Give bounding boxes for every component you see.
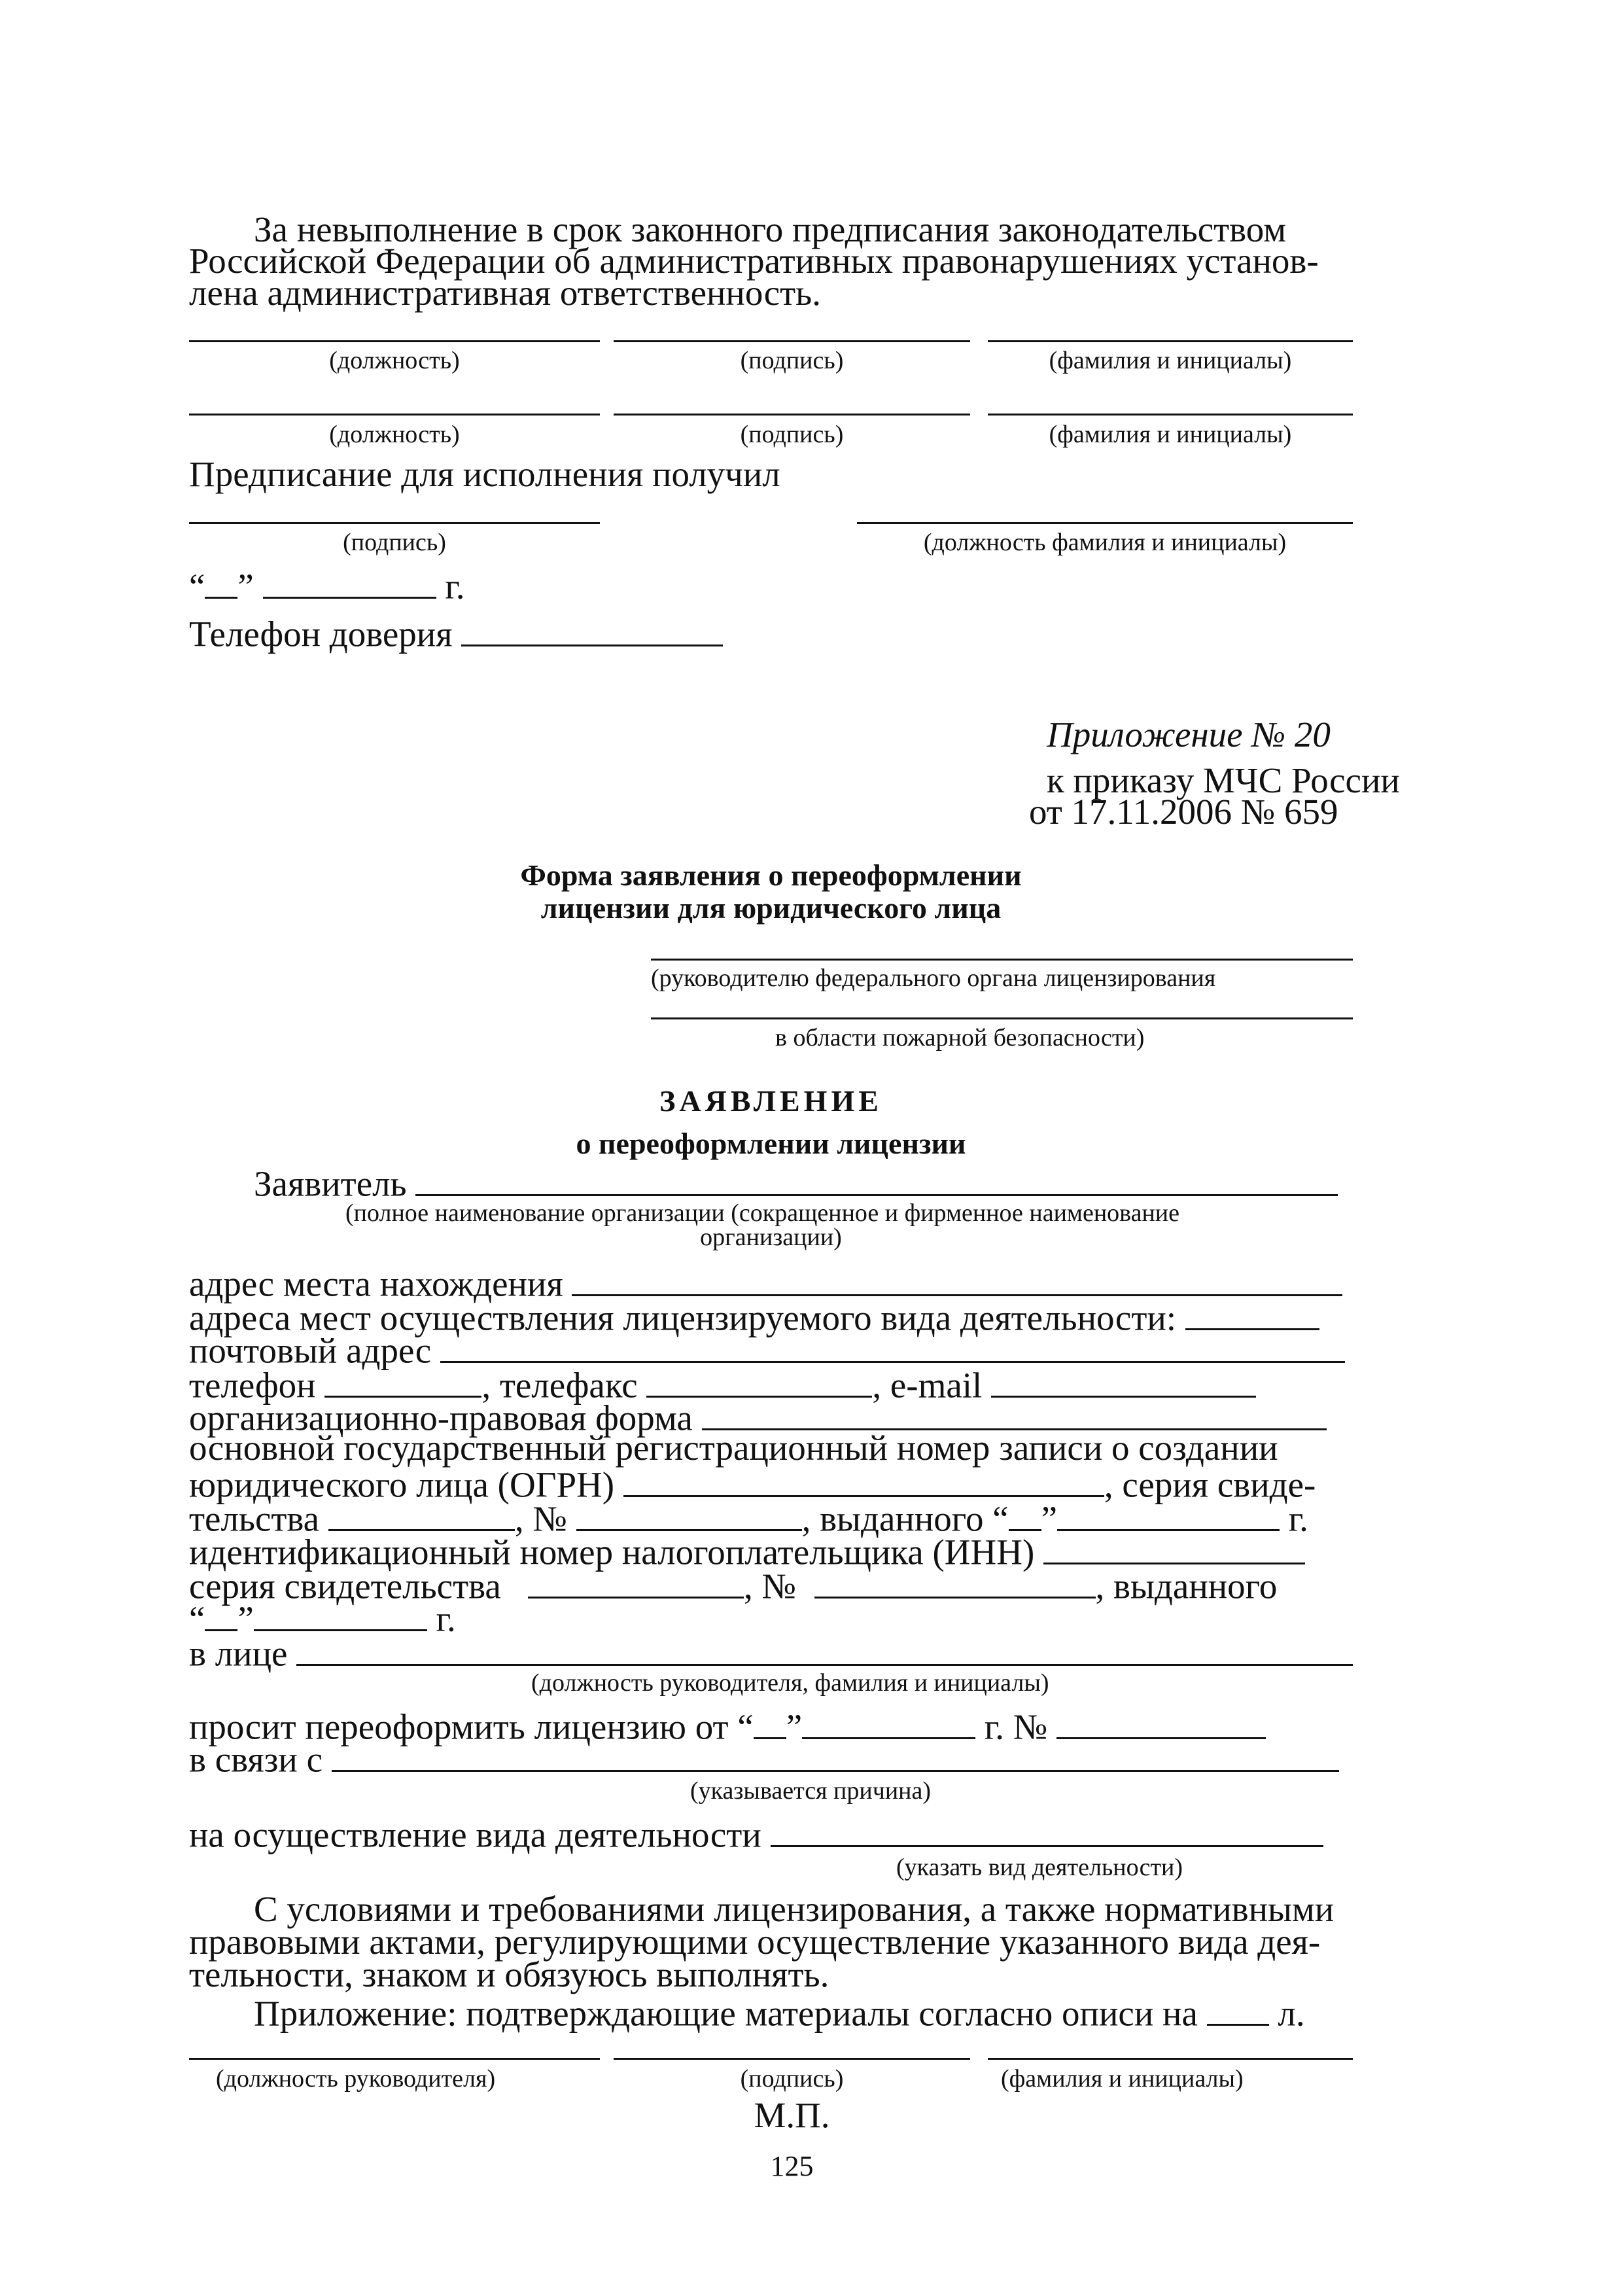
intro-line-2: Российской Федерации об административных правонарушениях установ- <box>189 241 1319 281</box>
inn-line-3: “ ” г. <box>189 1597 456 1637</box>
reason-field: в связи с <box>189 1737 1339 1778</box>
request-field: просит переоформить лицензию от “ ” г. № <box>189 1704 1266 1745</box>
addressee-caption-2: в области пожарной безопасности) <box>775 1024 1145 1051</box>
form-title-line-1: Форма заявления о переоформлении <box>520 858 1022 892</box>
activity-addresses-field: адреса мест осуществления лицензируемого вида деятельности: <box>189 1296 1319 1336</box>
received-title: Предписание для исполнения получил <box>189 454 780 494</box>
intro-line-3: лена административная ответственность. <box>189 273 821 313</box>
received-name-line <box>857 522 1353 524</box>
inn-line-1: идентификационный номер налогоплательщика (ИНН) <box>189 1530 1305 1570</box>
ogrn-line-3: тельства , № , выданного “ ” г. <box>189 1496 1308 1537</box>
final-name-line <box>988 2058 1353 2060</box>
name-line-1 <box>988 340 1353 342</box>
name-line-2 <box>988 414 1353 415</box>
postal-address-field: почтовый адрес <box>189 1328 1345 1369</box>
addressee-line-1 <box>651 959 1353 961</box>
appendix-title: Приложение № 20 <box>1047 715 1331 754</box>
applicant-hint-2: организации) <box>700 1224 842 1251</box>
statement-subtitle: о переоформлении лицензии <box>576 1127 966 1160</box>
stamp-label: М.П. <box>754 2095 830 2135</box>
signature-caption-1: (подпись) <box>740 347 844 374</box>
conditions-line-1: С условиями и требованиями лицензирования, а также нормативными <box>254 1889 1335 1929</box>
name-caption-2: (фамилия и инициалы) <box>1049 421 1292 448</box>
position-caption-2: (должность) <box>329 421 460 448</box>
conditions-line-3: тельности, знаком и обязуюсь выполнять. <box>189 1954 829 1994</box>
addressee-line-2 <box>651 1017 1353 1019</box>
applicant-field: Заявитель <box>254 1161 1338 1202</box>
position-line-1 <box>189 340 600 342</box>
org-form-field: организационно-правовая форма <box>189 1396 1327 1436</box>
position-caption-1: (должность) <box>329 347 460 374</box>
trust-phone: Телефон доверия <box>189 612 723 652</box>
activity-hint: (указать вид деятельности) <box>896 1854 1183 1881</box>
appendix-date: от 17.11.2006 № 659 <box>1029 792 1338 832</box>
applicant-hint-1: (полное наименование организации (сокращенное и фирменное наименование <box>345 1199 1180 1227</box>
activity-field: на осуществление вида деятельности <box>189 1812 1323 1853</box>
represented-field: в лице <box>189 1631 1353 1672</box>
reason-hint: (указывается причина) <box>690 1777 932 1805</box>
ogrn-line-1: основной государственный регистрационный номер записи о создании <box>189 1428 1278 1468</box>
final-signature-caption: (подпись) <box>740 2065 844 2093</box>
inn-line-2: серия свидетельства , № , выданного <box>189 1564 1277 1604</box>
final-position-line <box>189 2058 600 2060</box>
appendix-order: к приказу МЧС России <box>1047 760 1400 800</box>
statement-title: ЗАЯВЛЕНИЕ <box>659 1084 882 1118</box>
name-caption-1: (фамилия и инициалы) <box>1049 347 1292 374</box>
signature-line-2 <box>614 414 970 415</box>
received-date: “ ” г. <box>189 564 464 605</box>
final-signature-line <box>614 2058 970 2060</box>
addressee-caption-1: (руководителю федерального органа лицензирования <box>651 964 1216 992</box>
represented-hint: (должность руководителя, фамилия и инициалы) <box>531 1669 1049 1697</box>
conditions-line-2: правовыми актами, регулирующими осуществление указанного вида дея- <box>189 1922 1321 1962</box>
received-name-caption: (должность фамилия и инициалы) <box>923 529 1287 556</box>
ogrn-line-2: юридического лица (ОГРН) , серия свиде- <box>189 1462 1316 1503</box>
contacts-field: телефон , телефакс , e-mail <box>189 1363 1256 1404</box>
attachment-line: Приложение: подтверждающие материалы согласно описи на л. <box>254 1991 1305 2032</box>
intro-line-1: За невыполнение в срок законного предписания законодательством <box>254 209 1287 249</box>
page-number: 125 <box>770 2150 814 2182</box>
location-address-field: адрес места нахождения <box>189 1262 1342 1302</box>
position-line-2 <box>189 414 600 415</box>
received-signature-caption: (подпись) <box>343 529 446 556</box>
received-signature-line <box>189 522 600 524</box>
signature-caption-2: (подпись) <box>740 421 844 448</box>
form-title-line-2: лицензии для юридического лица <box>540 891 1002 925</box>
final-position-caption: (должность руководителя) <box>216 2065 496 2093</box>
signature-line-1 <box>614 340 970 342</box>
final-name-caption: (фамилия и инициалы) <box>1001 2065 1244 2093</box>
